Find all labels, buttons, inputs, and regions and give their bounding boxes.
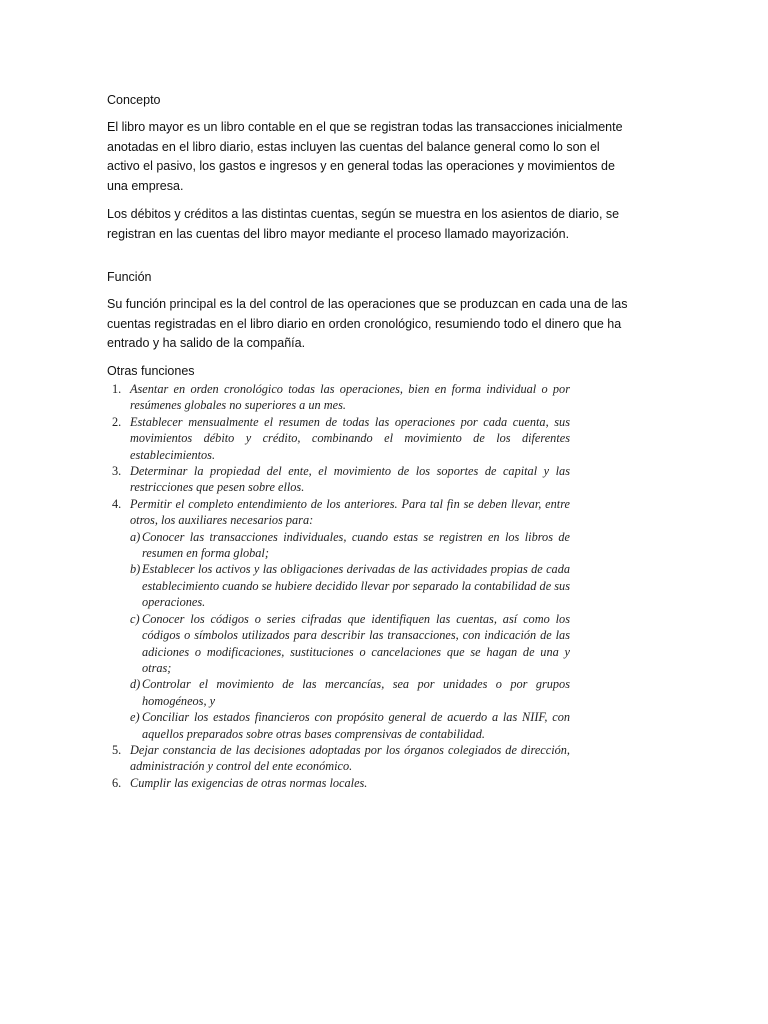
list-item-text: Establecer mensualmente el resumen de todas las operaciones por cada cuenta, sus movimientos débito y crédito, combinando el movimiento de los diferentes establecimientos. <box>130 414 570 462</box>
sub-item-text: Conciliar los estados financieros con propósito general de acuerdo a las NIIF, con aquellos preparados sobre otras bases comprensivas de contabilidad. <box>142 710 570 741</box>
sub-list-item <box>130 561 570 610</box>
list-item-number: 4. <box>112 496 122 511</box>
sub-item-letter: a) <box>130 529 141 544</box>
concepto-paragraph-2: Los débitos y créditos a las distintas cuentas, según se muestra en los asientos de diario, se registran en las cuentas del libro mayor mediante el proceso llamado mayorización. <box>107 207 620 241</box>
otras-funciones-list <box>112 381 570 791</box>
document-body <box>107 92 635 389</box>
list-item-number: 5. <box>112 742 122 757</box>
sub-list-item <box>130 529 570 562</box>
list-item-text: Permitir el completo entendimiento de los anteriores. Para tal fin se deben llevar, entre otros, los auxiliares necesarios para: <box>130 496 570 528</box>
sub-item-letter: d) <box>130 677 141 692</box>
list-item-number: 3. <box>112 464 122 479</box>
concepto-paragraph-1: El libro mayor es un libro contable en el que se registran todas las transacciones inicialmente anotadas en el libro diario, estas incluyen las cuentas del balance general como lo son el activo el pasivo, los gastos e ingresos y en general todas las operaciones y movimientos de una empresa. <box>107 120 623 193</box>
list-item-number: 2. <box>112 414 122 429</box>
list-item-text: Asentar en orden cronológico todas las operaciones, bien en forma individual o por resúmenes globales no superiores a un mes. <box>130 382 570 413</box>
list-item-number: 6. <box>112 775 122 790</box>
otras-funciones-heading: Otras funciones <box>107 363 195 378</box>
list-item-body <box>130 496 570 742</box>
list-item <box>112 463 570 496</box>
sub-list-item <box>130 709 570 742</box>
list-item-text: Cumplir las exigencias de otras normas locales. <box>130 775 368 790</box>
list-item <box>112 496 570 742</box>
sub-item-letter: b) <box>130 562 141 577</box>
list-item <box>112 414 570 463</box>
sub-item-text: Conocer las transacciones individuales, cuando estas se registren en los libros de resumen en forma global; <box>142 529 570 561</box>
sub-list-item <box>130 676 570 709</box>
list-item <box>112 775 570 791</box>
concepto-heading: Concepto <box>107 93 161 107</box>
sub-item-text: Establecer los activos y las obligaciones derivadas de las actividades propias de cada establecimiento cuando se hubiere decidido llevar por separado la contabilidad de sus operaciones. <box>142 562 570 610</box>
list-item-text: Determinar la propiedad del ente, el movimiento de los soportes de capital y las restricciones que pesen sobre ellos. <box>130 464 570 495</box>
sub-item-letter: e) <box>130 710 140 725</box>
funcion-heading: Función <box>107 270 152 284</box>
list-item-number: 1. <box>112 382 122 396</box>
list-item <box>112 381 570 414</box>
funcion-paragraph: Su función principal es la del control de las operaciones que se produzcan en cada una de las cuentas registradas en el libro diario en orden cronológico, resumiendo todo el dinero que ha entrado y ha salido de la compañía. <box>107 297 628 350</box>
sub-item-text: Conocer los códigos o series cifradas que identifiquen las cuentas, así como los códigos o símbolos utilizados para describir las transacciones, con indicación de las adiciones o modificaciones, sustituciones o cancelaciones que se hagan de una y otras; <box>142 611 570 675</box>
sub-item-letter: c) <box>130 611 140 626</box>
sub-list-item <box>130 611 570 677</box>
list-item <box>112 742 570 775</box>
list-item-text: Dejar constancia de las decisiones adoptadas por los órganos colegiados de dirección, administración y control del ente económico. <box>130 742 570 774</box>
sub-item-text: Controlar el movimiento de las mercancías, sea por unidades o por grupos homogéneos, y <box>142 677 570 708</box>
